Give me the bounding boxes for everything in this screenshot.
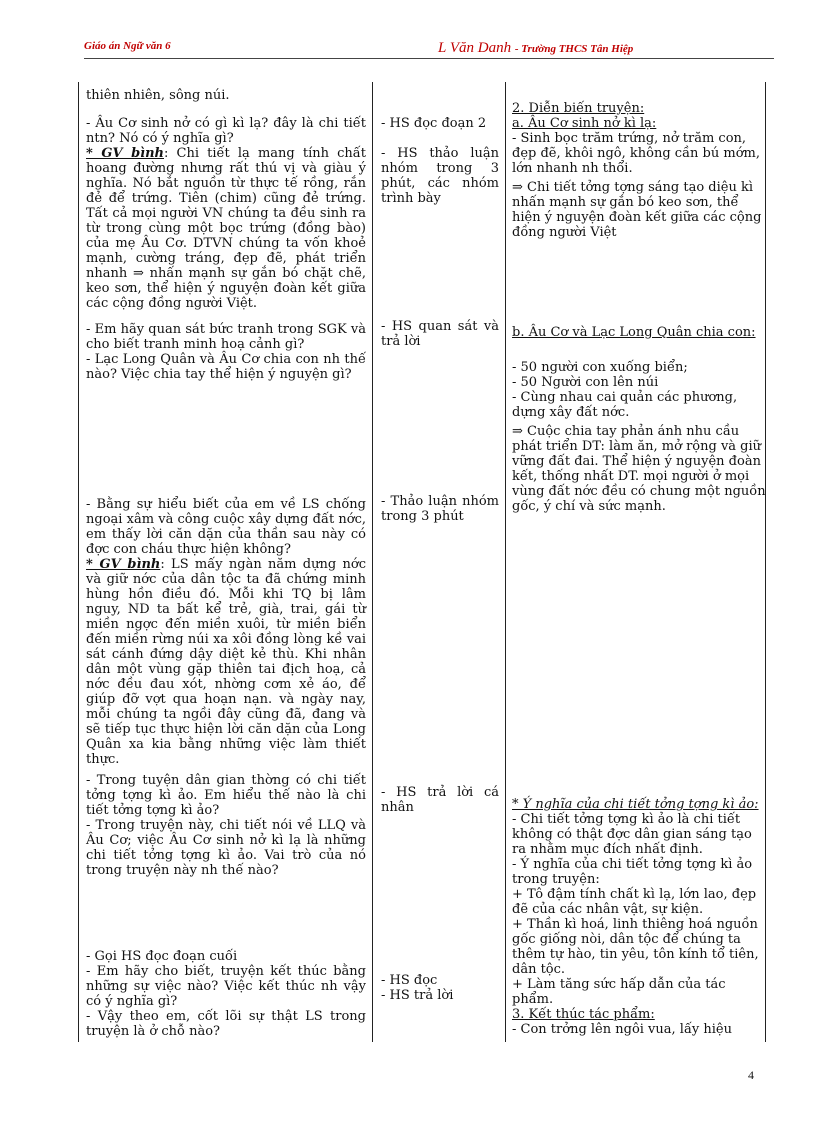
text-divide-1: - 50 người con xuống biển; — [512, 360, 688, 375]
question-au-co-birth: - Âu Cơ sinh nở có gì kì lạ? đây là chi tiết ntn? Nó có ý nghĩa gì? — [86, 116, 366, 146]
heading-development: 2. Diễn biến truyện: — [512, 101, 645, 116]
col3-block-fantasy — [512, 797, 767, 1037]
question-core-truth: - Vậy theo em, cốt lõi sự thật LS trong truyện là ở chỗ nào? — [86, 1009, 366, 1039]
text-fantasy-1: - Chi tiết tởng tợng kì ảo là chi tiết không có thật đợc dân gian sáng tạo ra nhằm mục đích nhất định. — [512, 812, 752, 857]
col2-discuss-3min: - Thảo luận nhóm trong 3 phút — [381, 494, 499, 524]
table-border-left — [78, 82, 79, 1042]
question-fantasy-1: - Trong tuyện dân gian thờng có chi tiết tởng tợng kì ảo. Em hiểu thế nào là chi tiết tởng tợng kì ảo? — [86, 773, 366, 818]
heading-fantasy-meaning: * Ý nghĩa của chi tiết tởng tợng kì ảo: — [512, 797, 759, 812]
col1-line-1: thiên nhiên, sông núi. — [86, 88, 230, 103]
heading-au-co-birth: a. Âu Cơ sinh nở kì lạ: — [512, 116, 657, 131]
col2-group-discuss: - HS thảo luận nhóm trong 3 phút, các nhóm trình bày — [381, 146, 499, 206]
text-au-co-birth: - Sinh bọc trăm trứng, nở trăm con, đẹp đẽ, khôi ngô, không cần bú mớm, lớn nhanh nh thổi. — [512, 131, 760, 176]
table-divider-1 — [372, 82, 373, 1042]
col2-observe: - HS quan sát và trả lời — [381, 319, 499, 349]
gv-label: * GV bình — [86, 557, 161, 572]
col3-block-development — [512, 101, 767, 240]
col2-answer: - HS trả lời cá nhân — [381, 785, 499, 815]
text-fantasy-4: + Thần kì hoá, linh thiêng hoá nguồn gốc giống nòi, dân tộc để chúng ta thêm tự hào, tin yêu, tôn kính tổ tiên, dân tộc. — [512, 917, 759, 977]
conclusion-divide: ⇒ Cuộc chia tay phản ánh nhu cầu phát triển DT: làm ăn, mở rộng và giữ vững đất đai. Thể hiện ý nguyện đoàn kết, thống nhất DT. mọi người ở mọi vùng đất nớc đều có chung một nguồn gốc, ý chí và sức mạnh. — [512, 424, 766, 514]
question-fantasy-2: - Trong truyện này, chi tiết nói về LLQ và Âu Cơ; việc Âu Cơ sinh nở kì lạ là những chi tiết tởng tợng kì ảo. Vai trò của nó trong truyện này nh thế nào? — [86, 818, 366, 878]
col1-block-au-co — [86, 116, 366, 311]
gv-text: : Chi tiết lạ mang tính chất hoang đường nhưng rất thú vị và giàu ý nghĩa. Nó bắt nguồn từ thực tế rồng, rắn đẻ để trứng. Tiên (chim) cũng đẻ trứng. Tất cả mọi người VN chúng ta đều sinh ra từ trong cùng một bọc trứng (đồng bào) của mẹ Âu Cơ. DTVN chúng ta vốn khoẻ mạnh, cường tráng, đẹp đẽ, phát triển nhanh ⇒ nhấn mạnh sự gắn bó chặt chẽ, keo sơn, thể hiện ý nguyện đoàn kết giữa các cộng đồng người Việt. — [86, 146, 366, 311]
table-divider-2 — [505, 82, 506, 1042]
question-picture: - Em hãy quan sát bức tranh trong SGK và cho biết tranh minh hoạ cảnh gì? — [86, 322, 366, 352]
header-school: - Trường THCS Tân Hiệp — [514, 43, 634, 55]
col2-read: - HS đọc — [381, 973, 438, 988]
heading-divide-children: b. Âu Cơ và Lạc Long Quân chia con: — [512, 325, 756, 340]
col1-block-history — [86, 497, 366, 767]
gv-text: : LS mấy ngàn năm dựng nớc và giữ nớc của dân tộc ta đã chứng minh hùng hồn điều đó. Mỗi khi TQ bị lâm nguy, ND ta bất kể trẻ, già, trai, gái từ miền ngợc đến miền xuôi, từ miền biển đến miền rừng núi xa xôi đồng lòng kề vai sát cánh đứng dậy diệt kẻ thù. Khi nhân dân một vùng gặp thiên tai địch hoạ, cả nớc đều đau xót, nhờng cơm xẻ áo, để giúp đỡ vợt qua hoạn nạn. và ngày nay, mỗi chúng ta ngồi đây cũng đã, đang và sẽ tiếp tục thực hiện lời căn dặn của Long Quân xa kia bằng những việc làm thiết thực. — [86, 557, 366, 767]
page-number: 4 — [748, 1068, 754, 1082]
text-divide-3: - Cùng nhau cai quản các phương, dựng xây đất nớc. — [512, 390, 738, 420]
col2-read-part2: - HS đọc đoạn 2 — [381, 116, 487, 131]
question-divide-children: - Lạc Long Quân và Âu Cơ chia con nh thế nào? Việc chia tay thể hiện ý nguyện gì? — [86, 352, 366, 382]
heading-ending: 3. Kết thúc tác phẩm: — [512, 1007, 655, 1022]
header-subject: Giáo án Ngữ văn 6 — [84, 40, 171, 52]
header-rule — [84, 58, 774, 59]
text-fantasy-3: + Tô đậm tính chất kì lạ, lớn lao, đẹp đẽ của các nhân vật, sự kiện. — [512, 887, 757, 917]
col1-block-fantasy — [86, 773, 366, 878]
col2-reply: - HS trả lời — [381, 988, 454, 1003]
question-history: - Bằng sự hiểu biết của em về LS chống ngoại xâm và công cuộc xây dựng đất nớc, em thấy lời căn dặn của thần sau này có đợc con cháu thực hiện không? — [86, 497, 366, 557]
gv-label: * GV bình — [86, 146, 164, 161]
text-divide-2: - 50 Người con lên núi — [512, 375, 659, 390]
col1-block-picture — [86, 322, 366, 382]
gv-comment-2 — [86, 557, 366, 767]
col3-block-divide — [512, 325, 767, 514]
instruction-read-ending: - Gọi HS đọc đoạn cuối — [86, 949, 238, 964]
header-author: L Văn Danh — [438, 40, 512, 56]
col1-block-ending — [86, 949, 366, 1039]
text-fantasy-5: + Làm tăng sức hấp dẫn của tác phẩm. — [512, 977, 726, 1007]
question-ending: - Em hãy cho biết, truyện kết thúc bằng những sự việc nào? Việc kết thúc nh vậy có ý nghĩa gì? — [86, 964, 366, 1009]
header-author-school — [438, 40, 633, 60]
text-ending-1: - Con trởng lên ngôi vua, lấy hiệu — [512, 1022, 732, 1037]
conclusion-au-co-birth: ⇒ Chi tiết tởng tợng sáng tạo diệu kì nhấn mạnh sự gắn bó keo sơn, thể hiện ý nguyện đoàn kết giữa các cộng đồng người Việt — [512, 180, 762, 240]
text-fantasy-2: - Ý nghĩa của chi tiết tởng tợng kì ảo trong truyện: — [512, 857, 753, 887]
gv-comment-1 — [86, 146, 366, 311]
